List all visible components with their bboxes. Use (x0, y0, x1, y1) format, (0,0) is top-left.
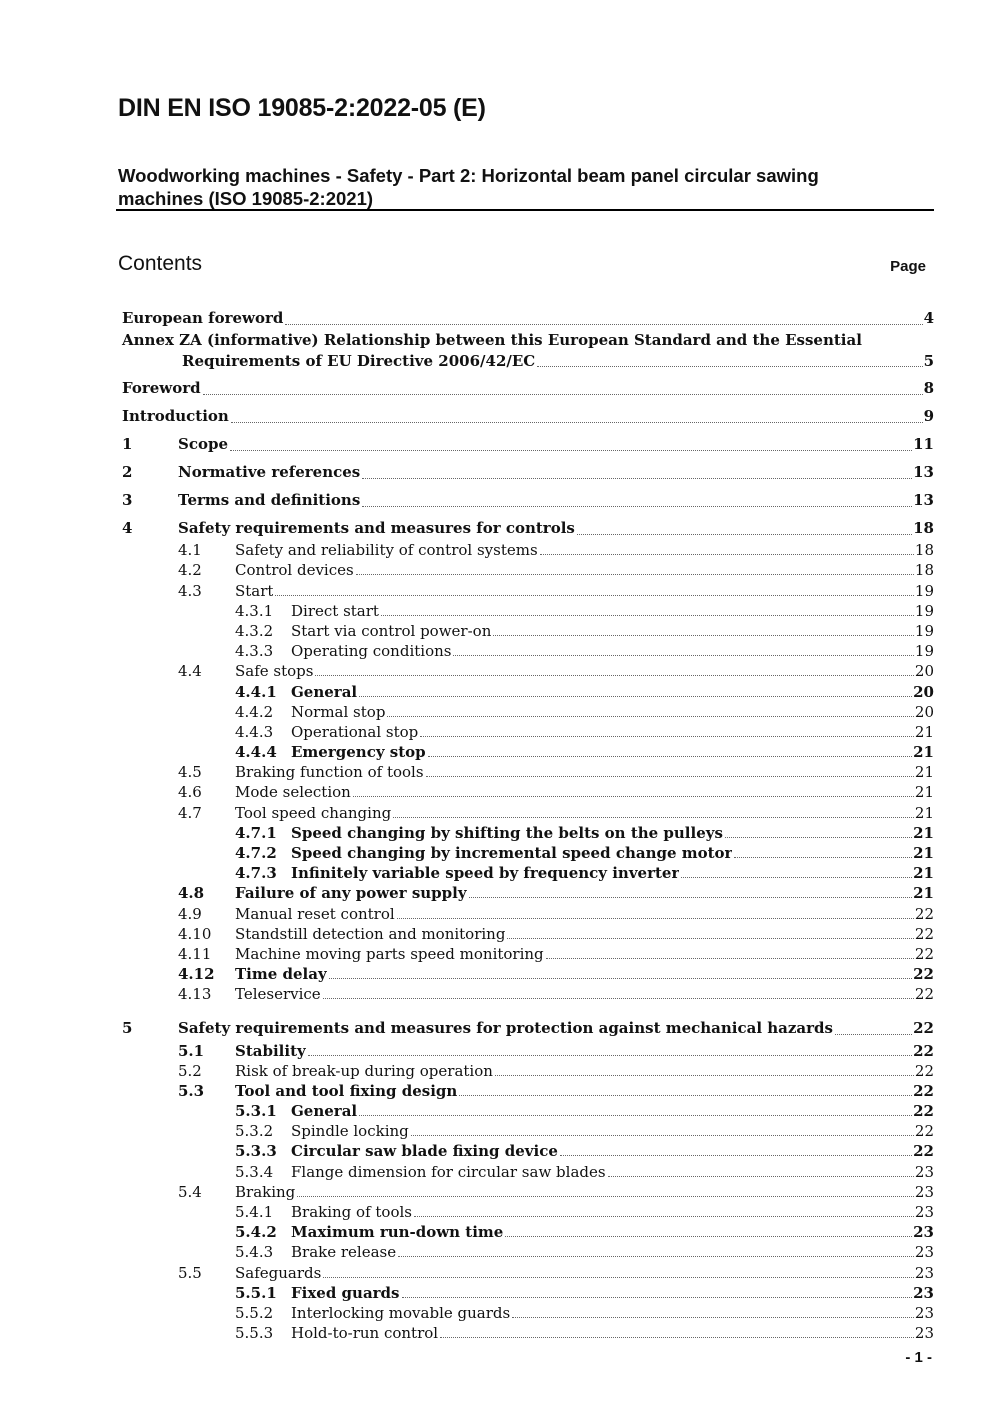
toc-leader-dots (608, 1176, 914, 1177)
toc-entry-title: Safety requirements and measures for controls (178, 519, 575, 537)
toc-entry[interactable] (122, 1283, 934, 1303)
toc-leader-dots (420, 736, 914, 737)
toc-entry[interactable] (122, 964, 934, 984)
toc-entry[interactable] (122, 702, 934, 722)
toc-entry-number: 5 (122, 1019, 133, 1038)
toc-entry-title-line2: Requirements of EU Directive 2006/42/EC (182, 352, 536, 370)
toc-entry-title-continued (122, 351, 934, 372)
toc-entry[interactable] (122, 1161, 934, 1181)
toc-entry-page: 18 (914, 541, 934, 560)
toc-leader-dots (356, 574, 914, 575)
toc-entry-number: 2 (122, 463, 133, 481)
toc-leader-dots (453, 655, 913, 656)
toc-entry-page: 22 (914, 904, 934, 923)
toc-entry-page: 18 (913, 519, 934, 537)
toc-entry-page: 13 (913, 463, 934, 481)
toc-entry-title: Infinitely variable speed by frequency inverter (291, 864, 680, 883)
page-column-label: Page (890, 258, 926, 275)
toc-entry-page: 21 (913, 743, 934, 762)
toc-entry-page: 4 (923, 309, 934, 327)
toc-leader-dots (428, 756, 912, 757)
toc-entry-number: 4.2 (178, 561, 202, 580)
toc-entry-title: Safety requirements and measures for protection against mechanical hazards (178, 1019, 833, 1038)
toc-entry-title: Braking function of tools (235, 763, 424, 782)
toc-entry-title: Operating conditions (291, 642, 452, 661)
table-of-contents (122, 302, 934, 1343)
toc-entry[interactable] (122, 903, 934, 923)
toc-entry-title: Time delay (235, 965, 327, 984)
toc-entry-title: Brake release (291, 1243, 397, 1262)
toc-entry-page: 22 (913, 1019, 934, 1038)
toc-leader-dots (734, 857, 912, 858)
toc-entry-title: Manual reset control (235, 904, 395, 923)
toc-entry-page: 21 (913, 864, 934, 883)
toc-entry-title: Direct start (291, 601, 379, 620)
toc-entry-page: 18 (914, 561, 934, 580)
toc-entry-number: 5.4.1 (235, 1203, 274, 1221)
toc-entry-title: Normal stop (291, 702, 386, 721)
toc-entry[interactable] (122, 722, 934, 742)
toc-entry-page: 22 (913, 1081, 934, 1100)
toc-entry[interactable] (122, 560, 934, 580)
toc-entry-title: Interlocking movable guards (291, 1303, 511, 1322)
toc-leader-dots (725, 837, 912, 838)
toc-entry-page: 22 (914, 1122, 934, 1141)
toc-entry-page: 21 (914, 783, 934, 802)
toc-entry-title: Stability (235, 1041, 306, 1060)
toc-entry-page: 22 (913, 1102, 934, 1121)
toc-entry[interactable] (122, 428, 934, 456)
toc-entry-number: 5.4 (178, 1182, 202, 1201)
toc-leader-dots (359, 696, 912, 697)
toc-entry-title: Speed changing by incremental speed change motor (291, 844, 733, 862)
toc-entry-page: 22 (914, 985, 934, 1004)
toc-leader-dots (459, 1095, 912, 1096)
toc-entry-number: 5.5 (178, 1263, 202, 1282)
toc-leader-dots (362, 478, 912, 479)
toc-entry-page: 20 (914, 662, 934, 681)
toc-entry-page: 23 (914, 1203, 934, 1221)
toc-entry[interactable] (122, 1182, 934, 1202)
toc-leader-dots (353, 796, 914, 797)
toc-entry-page: 9 (923, 407, 934, 425)
toc-leader-dots (493, 635, 914, 636)
toc-entry-page: 20 (914, 702, 934, 721)
toc-entry[interactable] (122, 1121, 934, 1141)
toc-entry[interactable] (122, 372, 934, 400)
toc-entry-page: 19 (914, 581, 934, 600)
toc-entry-number: 5.1 (178, 1041, 205, 1060)
toc-entry-title: Spindle locking (291, 1122, 409, 1141)
toc-leader-dots (507, 938, 913, 939)
toc-leader-dots (362, 506, 912, 507)
toc-entry-number: 4.13 (178, 985, 212, 1004)
toc-entry-title: Tool speed changing (235, 803, 392, 822)
toc-entry[interactable] (122, 1061, 934, 1081)
toc-entry-number: 4.3.1 (235, 601, 274, 620)
toc-entry[interactable] (122, 1101, 934, 1121)
toc-entry-number: 5.3.4 (235, 1162, 274, 1181)
toc-entry-number: 5.5.3 (235, 1324, 274, 1343)
toc-leader-dots (469, 897, 913, 898)
toc-entry[interactable] (122, 540, 934, 560)
toc-leader-dots (203, 394, 923, 395)
toc-entry-page: 20 (913, 682, 934, 701)
toc-entry-page: 23 (913, 1283, 934, 1302)
toc-entry-title: Emergency stop (291, 743, 426, 762)
toc-leader-dots (323, 1277, 914, 1278)
toc-leader-dots (315, 675, 913, 676)
toc-entry-page: 23 (913, 1223, 934, 1242)
toc-entry-number: 4.7.3 (235, 864, 277, 883)
toc-entry-title: General (291, 682, 358, 701)
toc-entry-title: Failure of any power supply (235, 884, 467, 903)
toc-entry-title: Braking (235, 1182, 296, 1201)
toc-leader-dots (397, 918, 914, 919)
toc-entry[interactable] (122, 823, 934, 843)
toc-entry[interactable] (122, 1242, 934, 1262)
toc-entry-number: 4 (122, 519, 133, 537)
toc-entry-number: 4.5 (178, 763, 202, 782)
toc-entry-page: 23 (914, 1303, 934, 1322)
toc-entry-number: 4.1 (178, 541, 202, 560)
toc-entry-page: 23 (914, 1162, 934, 1181)
toc-entry[interactable] (122, 641, 934, 661)
toc-entry-title: Foreword (122, 379, 201, 397)
toc-entry[interactable] (122, 601, 934, 621)
toc-leader-dots (297, 1196, 914, 1197)
toc-entry-title: Risk of break-up during operation (235, 1061, 493, 1080)
toc-leader-dots (505, 1236, 912, 1237)
toc-entry-number: 4.12 (178, 965, 215, 984)
toc-leader-dots (512, 1317, 914, 1318)
toc-leader-dots (275, 595, 913, 596)
toc-leader-dots (398, 1256, 914, 1257)
toc-entry-title: Machine moving parts speed monitoring (235, 944, 544, 963)
toc-entry[interactable] (122, 984, 934, 1004)
toc-entry-title: Scope (178, 435, 229, 453)
toc-entry-page: 22 (914, 944, 934, 963)
page-number: - 1 - (905, 1349, 932, 1366)
toc-entry[interactable] (122, 1141, 934, 1161)
toc-entry-page: 23 (914, 1243, 934, 1262)
toc-entry-title: Terms and definitions (178, 491, 361, 509)
toc-leader-dots (308, 1055, 912, 1056)
toc-entry-page: 11 (913, 435, 934, 453)
toc-entry[interactable] (122, 681, 934, 701)
toc-entry-number: 4.9 (178, 904, 202, 923)
toc-entry-number: 4.11 (178, 944, 212, 963)
toc-entry-title: Operational stop (291, 722, 419, 741)
toc-entry-page: 23 (914, 1182, 934, 1201)
toc-leader-dots (426, 776, 914, 777)
toc-entry-title: Introduction (122, 407, 229, 425)
toc-entry[interactable] (122, 1012, 934, 1040)
toc-entry[interactable] (122, 762, 934, 782)
contents-heading: Contents (118, 252, 203, 275)
toc-entry-number: 4.7.2 (235, 844, 277, 862)
toc-leader-dots (681, 877, 912, 878)
toc-entry[interactable] (122, 1323, 934, 1343)
toc-entry-title: Safety and reliability of control systems (235, 541, 538, 560)
toc-entry-page: 23 (914, 1324, 934, 1343)
toc-entry-number: 5.3 (178, 1081, 205, 1100)
toc-leader-dots (540, 554, 914, 555)
toc-entry-title: Start via control power-on (291, 621, 492, 640)
toc-entry-page: 22 (913, 1041, 934, 1060)
toc-entry[interactable] (122, 330, 934, 372)
toc-entry-page: 23 (914, 1263, 934, 1282)
toc-entry-page: 5 (923, 352, 934, 370)
toc-entry-page: 21 (914, 722, 934, 741)
toc-entry-number: 4.4.1 (235, 682, 277, 701)
toc-entry-number: 4.7.1 (235, 823, 277, 842)
toc-leader-dots (285, 324, 922, 325)
toc-entry-page: 21 (913, 823, 934, 842)
toc-entry-page: 13 (913, 491, 934, 509)
toc-entry[interactable] (122, 1303, 934, 1323)
toc-leader-dots (440, 1337, 914, 1338)
toc-leader-dots (329, 978, 912, 979)
toc-entry-number: 5.4.2 (235, 1223, 277, 1242)
toc-entry[interactable] (122, 924, 934, 944)
toc-leader-dots (323, 998, 914, 999)
toc-entry-number: 5.3.3 (235, 1142, 277, 1161)
toc-entry[interactable] (122, 1262, 934, 1282)
toc-entry-number: 1 (122, 435, 133, 453)
toc-entry-number: 4.4 (178, 662, 202, 681)
toc-entry[interactable] (122, 1040, 934, 1060)
toc-entry-number: 4.3.3 (235, 642, 274, 661)
toc-entry-title: Control devices (235, 561, 354, 580)
toc-entry-number: 4.4.2 (235, 702, 274, 721)
toc-entry-number: 5.4.3 (235, 1243, 274, 1262)
toc-entry-title: Tool and tool fixing design (235, 1081, 458, 1100)
toc-entry-title: Normative references (178, 463, 361, 481)
toc-entry-number: 4.4.3 (235, 722, 274, 741)
toc-entry[interactable] (122, 1202, 934, 1222)
toc-leader-dots (560, 1155, 912, 1156)
toc-entry[interactable] (122, 400, 934, 428)
toc-entry[interactable] (122, 843, 934, 863)
toc-entry-title: Fixed guards (291, 1283, 400, 1302)
toc-entry-number: 5.3.2 (235, 1122, 274, 1141)
toc-leader-dots (230, 450, 912, 451)
toc-leader-dots (537, 366, 922, 367)
toc-entry-number: 4.10 (178, 924, 212, 943)
toc-entry-page: 22 (913, 1142, 934, 1161)
toc-entry-number: 5.5.2 (235, 1303, 274, 1322)
toc-leader-dots (359, 1115, 912, 1116)
toc-entry-number: 4.6 (178, 783, 202, 802)
toc-entry-page: 8 (923, 379, 934, 397)
toc-entry-title-block (122, 330, 934, 372)
toc-leader-dots (387, 716, 913, 717)
toc-entry[interactable] (122, 802, 934, 822)
title-divider (116, 209, 934, 211)
toc-entry-title: Circular saw blade fixing device (291, 1142, 558, 1161)
toc-entry-page: 22 (914, 1061, 934, 1080)
toc-entry[interactable] (122, 1222, 934, 1242)
toc-entry-title: Annex ZA (informative) Relationship between this European Standard and the Essential (122, 331, 862, 349)
toc-entry-page: 19 (914, 621, 934, 640)
toc-entry-number: 4.7 (178, 803, 202, 822)
document-title: DIN EN ISO 19085-2:2022-05 (E) (118, 94, 486, 122)
toc-entry-title: European foreword (122, 309, 284, 327)
toc-entry-number: 5.2 (178, 1061, 202, 1080)
toc-entry[interactable] (122, 621, 934, 641)
toc-entry[interactable] (122, 302, 934, 330)
toc-entry-title: Safe stops (235, 662, 314, 681)
toc-leader-dots (414, 1216, 914, 1217)
toc-entry[interactable] (122, 512, 934, 540)
toc-leader-dots (231, 422, 923, 423)
toc-entry-title: Standstill detection and monitoring (235, 924, 506, 943)
toc-entry[interactable] (122, 742, 934, 762)
toc-entry-page: 21 (914, 763, 934, 782)
toc-entry[interactable] (122, 484, 934, 512)
toc-entry-page: 21 (913, 844, 934, 862)
toc-entry-title: General (291, 1102, 358, 1121)
toc-entry-number: 4.3.2 (235, 621, 274, 640)
toc-entry[interactable] (122, 456, 934, 484)
toc-entry[interactable] (122, 661, 934, 681)
toc-entry[interactable] (122, 863, 934, 883)
toc-entry-page: 22 (914, 924, 934, 943)
toc-entry-title: Start (235, 581, 274, 600)
toc-leader-dots (546, 958, 914, 959)
toc-leader-dots (835, 1034, 912, 1035)
toc-entry-title: Safeguards (235, 1263, 322, 1282)
document-subtitle: Woodworking machines - Safety - Part 2: Horizontal beam panel circular sawing machines (ISO 19085-2:2021) (118, 165, 819, 209)
toc-entry[interactable] (122, 580, 934, 600)
toc-entry[interactable] (122, 944, 934, 964)
toc-entry-title: Mode selection (235, 783, 351, 802)
toc-leader-dots (393, 817, 914, 818)
toc-leader-dots (577, 534, 912, 535)
toc-entry-title: Speed changing by shifting the belts on the pulleys (291, 823, 723, 842)
toc-entry-number: 3 (122, 491, 133, 509)
toc-entry-page: 21 (913, 884, 934, 903)
toc-entry-page: 19 (914, 642, 934, 661)
toc-entry-number: 5.3.1 (235, 1102, 277, 1121)
toc-entry[interactable] (122, 1081, 934, 1101)
toc-entry-title: Hold-to-run control (291, 1324, 439, 1343)
toc-entry-title: Teleservice (235, 985, 321, 1004)
toc-entry-title: Flange dimension for circular saw blades (291, 1162, 606, 1181)
toc-entry-number: 4.4.4 (235, 743, 277, 762)
toc-leader-dots (381, 615, 914, 616)
toc-entry-title: Braking of tools (291, 1203, 412, 1221)
toc-entry[interactable] (122, 883, 934, 903)
toc-leader-dots (495, 1075, 914, 1076)
toc-leader-dots (411, 1135, 914, 1136)
toc-entry-page: 21 (914, 803, 934, 822)
toc-entry[interactable] (122, 782, 934, 802)
toc-leader-dots (402, 1297, 913, 1298)
toc-entry-number: 5.5.1 (235, 1283, 277, 1302)
toc-entry-number: 4.8 (178, 884, 205, 903)
toc-entry-page: 22 (913, 965, 934, 984)
toc-entry-number: 4.3 (178, 581, 202, 600)
toc-entry-title: Maximum run-down time (291, 1223, 504, 1242)
toc-entry-page: 19 (914, 601, 934, 620)
